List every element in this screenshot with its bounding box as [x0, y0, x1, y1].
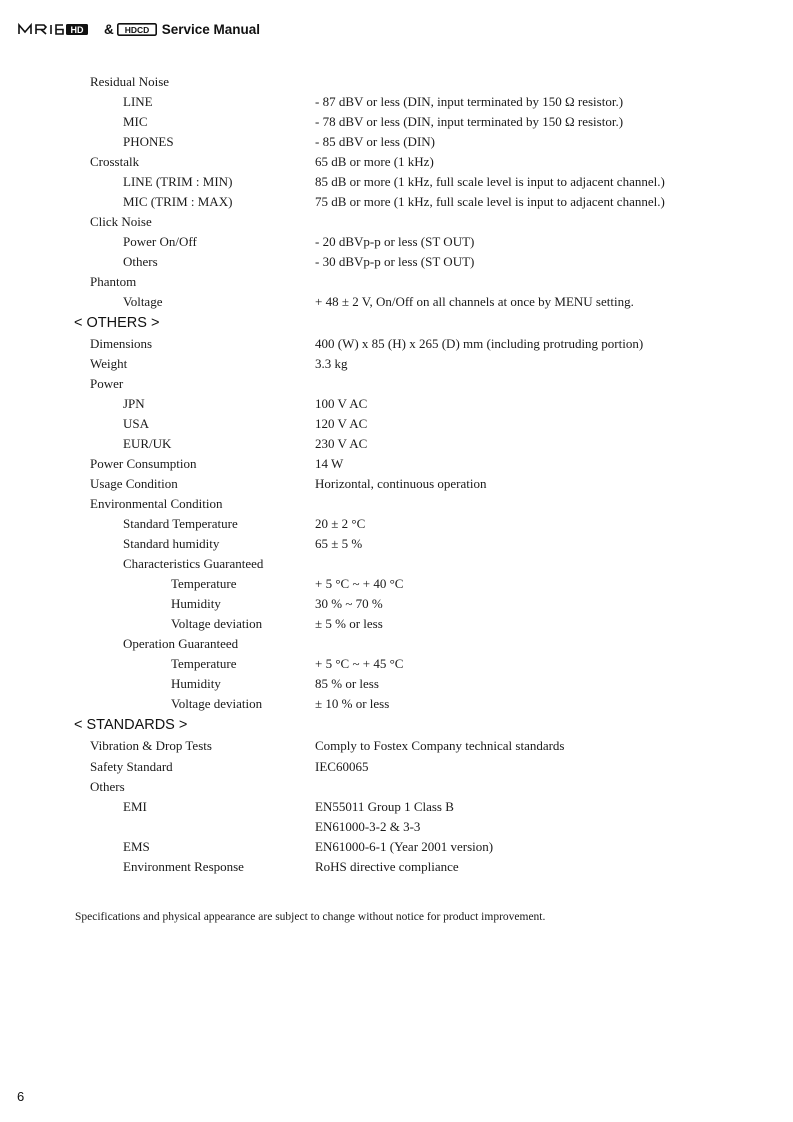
spec-label: Operation Guaranteed — [123, 636, 239, 651]
spec-value: Comply to Fostex Company technical standards — [315, 738, 565, 753]
spec-label: MIC — [123, 114, 148, 129]
spec-label: Phantom — [90, 274, 137, 289]
spec-label: Humidity — [171, 676, 221, 691]
spec-label: Temperature — [171, 576, 237, 591]
spec-label: Voltage — [123, 294, 163, 309]
spec-row-emi — [0, 797, 793, 817]
spec-row-characteristics-guaranteed — [0, 554, 793, 574]
spec-label: Click Noise — [90, 214, 152, 229]
spec-label: Power Consumption — [90, 456, 197, 471]
spec-value: 120 V AC — [315, 416, 368, 431]
section-heading-others — [0, 312, 793, 334]
spec-row-phantom-voltage — [0, 292, 793, 312]
spec-row-char-voltage-deviation — [0, 614, 793, 634]
spec-value: 100 V AC — [315, 396, 368, 411]
spec-value: - 20 dBVp-p or less (ST OUT) — [315, 234, 475, 249]
spec-value: ± 5 % or less — [315, 616, 383, 631]
spec-row-power-consumption — [0, 454, 793, 474]
spec-row-weight — [0, 354, 793, 374]
spec-label: Crosstalk — [90, 154, 140, 169]
spec-value: EN61000-3-2 & 3-3 — [315, 819, 421, 834]
spec-row-click-noise — [0, 212, 793, 232]
spec-label: USA — [123, 416, 150, 431]
footnote: Specifications and physical appearance are subject to change without notice for product improvement. — [75, 911, 546, 923]
spec-label: Voltage deviation — [171, 616, 263, 631]
spec-row-power — [0, 374, 793, 394]
spec-value: 30 % ~ 70 % — [315, 596, 383, 611]
spec-label: Characteristics Guaranteed — [123, 556, 264, 571]
spec-row-residual-phones — [0, 132, 793, 152]
spec-value: IEC60065 — [315, 759, 369, 774]
spec-row-power-eur — [0, 434, 793, 454]
spec-label: LINE — [123, 94, 153, 109]
spec-label: Residual Noise — [90, 74, 170, 89]
spec-label: Standard humidity — [123, 536, 220, 551]
spec-row-standard-temperature — [0, 514, 793, 534]
spec-label: Power On/Off — [123, 234, 197, 249]
spec-row-dimensions — [0, 334, 793, 354]
spec-value: 65 dB or more (1 kHz) — [315, 154, 434, 169]
spec-value: + 5 °C ~ + 45 °C — [315, 656, 404, 671]
spec-row-standards-others — [0, 777, 793, 797]
hdcd-logo — [117, 23, 157, 36]
spec-row-op-temperature — [0, 654, 793, 674]
spec-value: EN55011 Group 1 Class B — [315, 799, 454, 814]
spec-label: Others — [90, 779, 125, 794]
section-heading: < STANDARDS > — [74, 717, 188, 733]
spec-label: Dimensions — [90, 336, 153, 351]
section-heading: < OTHERS > — [74, 315, 160, 331]
spec-row-residual-line — [0, 92, 793, 112]
spec-label: Power — [90, 376, 124, 391]
spec-label: Environmental Condition — [90, 496, 223, 511]
spec-row-crosstalk-line — [0, 172, 793, 192]
spec-row-environmental-condition — [0, 494, 793, 514]
spec-row-safety — [0, 757, 793, 777]
header-title: Service Manual — [161, 21, 261, 37]
spec-value: - 30 dBVp-p or less (ST OUT) — [315, 254, 475, 269]
mr16-logo — [18, 22, 100, 36]
spec-row-char-temperature — [0, 574, 793, 594]
hd-badge-text: HD — [70, 25, 84, 35]
spec-value: EN61000-6-1 (Year 2001 version) — [315, 839, 494, 854]
spec-row-environment-response — [0, 857, 793, 877]
spec-row-char-humidity — [0, 594, 793, 614]
spec-label: Humidity — [171, 596, 221, 611]
spec-label: Weight — [90, 356, 128, 371]
spec-row-crosstalk-mic — [0, 192, 793, 212]
spec-label: LINE (TRIM : MIN) — [123, 174, 233, 189]
spec-row-op-voltage-deviation — [0, 694, 793, 714]
spec-row-residual-noise — [0, 72, 793, 92]
spec-value: - 87 dBV or less (DIN, input terminated by 150 Ω resistor.) — [315, 94, 624, 109]
spec-value: - 78 dBV or less (DIN, input terminated by 150 Ω resistor.) — [315, 114, 624, 129]
spec-label: EMS — [123, 839, 150, 854]
spec-value: 3.3 kg — [315, 356, 348, 371]
spec-value: ± 10 % or less — [315, 696, 390, 711]
spec-label: Vibration & Drop Tests — [90, 738, 212, 753]
spec-label: Usage Condition — [90, 476, 178, 491]
spec-label: PHONES — [123, 134, 174, 149]
header-ampersand: & — [104, 21, 114, 37]
spec-row-emi-continued — [0, 817, 793, 837]
spec-row-residual-mic — [0, 112, 793, 132]
spec-label: EMI — [123, 799, 147, 814]
spec-row-op-humidity — [0, 674, 793, 694]
spec-value: + 48 ± 2 V, On/Off on all channels at once by MENU setting. — [315, 294, 634, 309]
spec-row-operation-guaranteed — [0, 634, 793, 654]
spec-row-crosstalk — [0, 152, 793, 172]
page-header — [18, 18, 260, 40]
hdcd-badge-text: HDCD — [124, 24, 150, 35]
spec-value: 20 ± 2 °C — [315, 516, 366, 531]
spec-row-click-others — [0, 252, 793, 272]
spec-value: 75 dB or more (1 kHz, full scale level is input to adjacent channel.) — [315, 194, 665, 209]
spec-value: 65 ± 5 % — [315, 536, 363, 551]
spec-label: Temperature — [171, 656, 237, 671]
spec-value: 85 dB or more (1 kHz, full scale level is input to adjacent channel.) — [315, 174, 665, 189]
spec-label: JPN — [123, 396, 145, 411]
spec-row-phantom — [0, 272, 793, 292]
spec-row-power-jpn — [0, 394, 793, 414]
spec-label: Others — [123, 254, 158, 269]
spec-value: 14 W — [315, 456, 344, 471]
spec-row-ems — [0, 837, 793, 857]
spec-value: 230 V AC — [315, 436, 368, 451]
spec-label: Voltage deviation — [171, 696, 263, 711]
page-number: 6 — [17, 1089, 25, 1104]
spec-label: Safety Standard — [90, 759, 173, 774]
spec-value: + 5 °C ~ + 40 °C — [315, 576, 404, 591]
spec-value: 400 (W) x 85 (H) x 265 (D) mm (including protruding portion) — [315, 336, 644, 351]
spec-row-vibration — [0, 736, 793, 756]
spec-value: - 85 dBV or less (DIN) — [315, 134, 435, 149]
spec-row-standard-humidity — [0, 534, 793, 554]
spec-label: Environment Response — [123, 859, 244, 874]
spec-row-power-usa — [0, 414, 793, 434]
spec-label: EUR/UK — [123, 436, 172, 451]
specifications-list — [0, 72, 793, 877]
spec-row-usage-condition — [0, 474, 793, 494]
spec-value: Horizontal, continuous operation — [315, 476, 487, 491]
section-heading-standards — [0, 714, 793, 736]
spec-label: MIC (TRIM : MAX) — [123, 194, 233, 209]
spec-label: Standard Temperature — [123, 516, 238, 531]
spec-value: RoHS directive compliance — [315, 859, 459, 874]
spec-value: 85 % or less — [315, 676, 379, 691]
spec-row-click-power — [0, 232, 793, 252]
